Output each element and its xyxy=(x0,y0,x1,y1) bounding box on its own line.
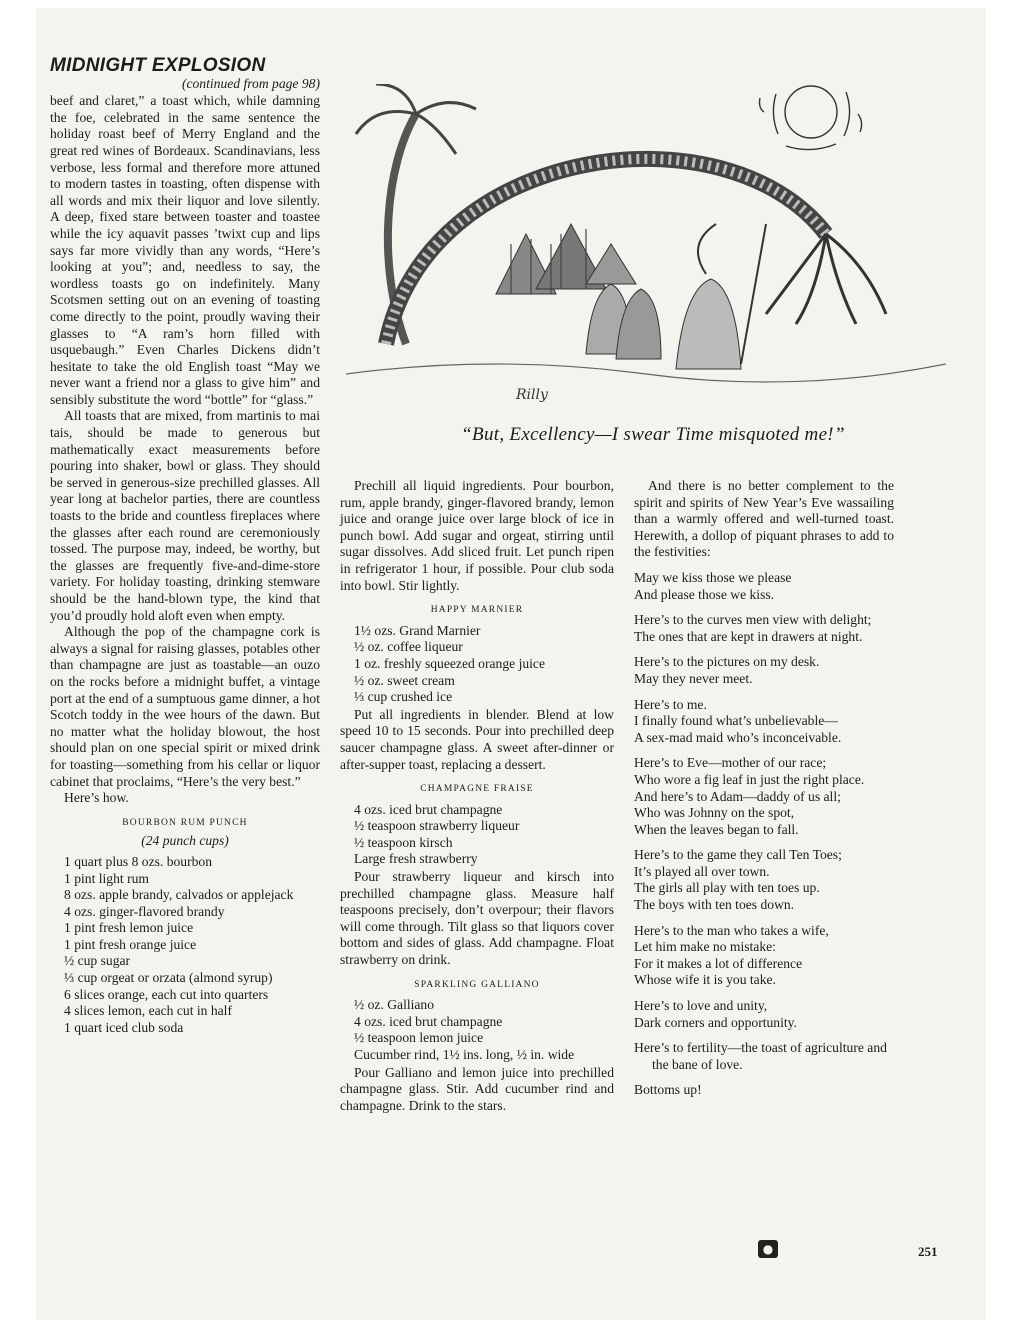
artist-signature: Rilly xyxy=(516,387,548,403)
body-paragraph: Here’s how. xyxy=(64,790,129,806)
ingredient: 1 quart plus 8 ozs. bourbon xyxy=(64,853,213,869)
toast-verse xyxy=(634,697,894,747)
toast-line: Here’s to fertility—the toast of agriculture and the bane of love. xyxy=(634,1040,887,1072)
cartoon-illustration xyxy=(346,84,946,414)
toast-line: Here’s to the game they call Ten Toes; xyxy=(634,847,842,863)
ingredient: 4 ozs. iced brut champagne xyxy=(354,801,503,817)
toast-verse xyxy=(634,923,894,989)
recipe-title: CHAMPAGNE FRAISE xyxy=(420,784,534,795)
ingredient-list xyxy=(340,802,614,868)
toast-line: Who was Johnny on the spot, xyxy=(634,805,795,821)
ingredient: 1 pint fresh lemon juice xyxy=(64,920,194,936)
toast-line: Here’s to the man who takes a wife, xyxy=(634,922,829,938)
toast-verse xyxy=(634,1040,894,1073)
toast-line: And please those we kiss. xyxy=(634,586,775,602)
body-paragraph: beef and claret,” a toast which, while damning the foe, celebrated in the same sentence the holiday roast beef of Merry England and the great red wines of Bordeaux. Scandinavians, less verbose, less formal and therefore more attuned to modern tastes in toasting, often dispense with all words and mix their liquor and love silently. A deep, fixed stare between toaster and toastee while the icy aquavit passes ’twixt cup and lips says far more vividly than any words, “Here’s looking at you”; and, needless to say, the wordless toasts go on indefinitely. Many Scotsmen setting out on an evening of toasting come directly to the point, proudly waving their glasses to “A ram’s horn filled with usquebaugh.” Even Charles Dickens didn’t hesitate to take the old English toast “May we never want a friend nor a glass to give him” and sensibly substitute the word “bottle” for “glass.” xyxy=(50,93,320,407)
toast-line: Whose wife it is you take. xyxy=(634,972,776,988)
toast-line: The girls all play with ten toes up. xyxy=(634,880,820,896)
toast-verse xyxy=(634,755,894,838)
ingredient: 4 slices lemon, each cut in half xyxy=(64,1003,232,1019)
ingredient-list xyxy=(340,623,614,706)
ingredient: 1½ ozs. Grand Marnier xyxy=(354,622,481,638)
ingredient: 1 pint light rum xyxy=(64,870,149,886)
toast-line: Here’s to love and unity, xyxy=(634,998,768,1014)
recipe-directions: Pour strawberry liqueur and kirsch into prechilled champagne glass. Measure half teaspoons precisely, don’t overpour; their flavors will come through. Tilt glass so that liquors cover bottom and sides of glass. Add champagne. Float strawberry on drink. xyxy=(340,869,614,968)
ingredient: Large fresh strawberry xyxy=(354,851,478,867)
toast-line: Here’s to Eve—mother of our race; xyxy=(634,755,827,771)
toast-line: And here’s to Adam—daddy of us all; xyxy=(634,788,841,804)
toast-line: When the leaves began to fall. xyxy=(634,821,799,837)
tents-drawing xyxy=(496,224,636,294)
body-paragraph: Prechill all liquid ingredients. Pour bourbon, rum, apple brandy, ginger-flavored brandy, lemon juice and orange juice over large block of ice in punch bowl. Add sugar and orgeat, stirring until sugar dissolves. Add sliced fruit. Let punch ripen in refrigerator 1 hour, if possible. Pour club soda into bowl. Stir lightly. xyxy=(340,478,614,593)
ingredient: ½ oz. Galliano xyxy=(354,997,435,1013)
toast-line: I finally found what’s unbelievable— xyxy=(634,713,838,729)
toast-list xyxy=(634,570,894,1073)
column-middle xyxy=(340,478,614,1114)
ingredient: 1 quart iced club soda xyxy=(64,1019,184,1035)
recipe-title: HAPPY MARNIER xyxy=(430,605,524,616)
ingredient: 4 ozs. ginger-flavored brandy xyxy=(64,903,225,919)
recipe-title: BOURBON RUM PUNCH xyxy=(122,817,248,828)
toast-line: Here’s to the curves men view with delight; xyxy=(634,612,872,628)
figures-drawing xyxy=(586,224,766,369)
toast-line: May they never meet. xyxy=(634,670,753,686)
toast-line: Here’s to the pictures on my desk. xyxy=(634,654,820,670)
toast-line: It’s played all over town. xyxy=(634,863,770,879)
ingredient: 1 oz. freshly squeezed orange juice xyxy=(354,655,545,671)
toast-line: The boys with ten toes down. xyxy=(634,897,795,913)
closing-line: Bottoms up! xyxy=(634,1082,702,1098)
ingredient: ⅓ cup crushed ice xyxy=(354,689,453,705)
recipe-directions: Pour Galliano and lemon juice into prechilled champagne glass. Stir. Add cucumber rind and champagne. Drink to the stars. xyxy=(340,1064,614,1113)
column-left xyxy=(50,55,320,1037)
toast-line: Dark corners and opportunity. xyxy=(634,1014,797,1030)
ingredient: Cucumber rind, 1½ ins. long, ½ in. wide xyxy=(354,1047,575,1062)
toast-verse xyxy=(634,570,894,603)
toast-line: Here’s to me. xyxy=(634,696,707,712)
continued-note: (continued from page 98) xyxy=(181,75,320,91)
ground-line xyxy=(346,364,946,382)
recipe-yield: (24 punch cups) xyxy=(141,833,229,849)
column-right xyxy=(634,478,894,1099)
toast-verse xyxy=(634,612,894,645)
rabbit-head-icon: ● xyxy=(758,1240,778,1258)
toast-line: For it makes a lot of difference xyxy=(634,955,803,971)
ingredient-list xyxy=(340,997,614,1063)
page-number: 251 xyxy=(918,1244,938,1259)
ingredient: 1 pint fresh orange juice xyxy=(64,936,197,952)
sun-icon xyxy=(760,84,862,150)
ingredient: ½ teaspoon strawberry liqueur xyxy=(354,818,520,834)
toast-line: Who wore a fig leaf in just the right place. xyxy=(634,771,865,787)
cartoon-caption: “But, Excellency—I swear Time misquoted me!” xyxy=(461,424,845,445)
toast-verse xyxy=(634,654,894,687)
ingredient: ⅓ cup orgeat or orzata (almond syrup) xyxy=(64,970,273,986)
ingredient: ½ teaspoon kirsch xyxy=(354,834,453,850)
body-paragraph: Although the pop of the champagne cork is always a signal for raising glasses, potables other than champagne are just as toastable—an ouzo on the rocks before a midnight buffet, a vintage port at the end of a sumptuous game dinner, a hot Scotch toddy in the wee hours of the dawn. But no matter what the holiday blowout, the host should plan on one special spirit or mixed drink for toasting—something from his cellar or liquor cabinet that proclaims, “Here’s the very best.” xyxy=(50,624,320,789)
toast-verse xyxy=(634,998,894,1031)
toast-line: A sex-mad maid who’s inconceivable. xyxy=(634,729,842,745)
ingredient: ½ teaspoon lemon juice xyxy=(354,1030,484,1046)
toast-verse xyxy=(634,847,894,913)
body-paragraph: And there is no better complement to the spirit and spirits of New Year’s Eve wassailing than a warmly offered and well-turned toast. Herewith, a dollop of piquant phrases to add to the festivities: xyxy=(634,478,894,560)
toast-line: May we kiss those we please xyxy=(634,569,792,585)
ingredient: ½ cup sugar xyxy=(64,953,131,969)
ingredient: ½ oz. coffee liqueur xyxy=(354,639,463,655)
ingredient: 4 ozs. iced brut champagne xyxy=(354,1013,503,1029)
body-paragraph: All toasts that are mixed, from martinis to mai tais, should be made to generous but mathematically exact measurements before pouring into shaker, bowl or glass. They should be served in generous-size prechilled glasses. All year long at bachelor parties, there are countless toasts to the bride and countless fireplaces where the glasses after each round are ceremoniously tossed. The purpose may, indeed, be worthy, but the glasses are frequently five-and-dime-store variety. For holiday toasting, drinking stemware should be the hand-blown type, the kind that you’d proudly hold aloft even when empty. xyxy=(50,408,320,623)
toast-line: Let him make no mistake: xyxy=(634,939,776,955)
ingredient: 6 slices orange, each cut into quarters xyxy=(64,986,269,1002)
ingredient: 8 ozs. apple brandy, calvados or applejack xyxy=(64,887,294,903)
ingredient-list xyxy=(50,854,320,1037)
ingredient: ½ oz. sweet cream xyxy=(354,672,455,688)
article-headline: MIDNIGHT EXPLOSION xyxy=(50,55,266,76)
recipe-directions: Put all ingredients in blender. Blend at low speed 10 to 15 seconds. Pour into prechilled deep saucer champagne glass. A sweet after-dinner or after-supper toast, replacing a dessert. xyxy=(340,706,614,772)
toast-line: The ones that are kept in drawers at night. xyxy=(634,628,863,644)
recipe-title: SPARKLING GALLIANO xyxy=(414,979,540,990)
